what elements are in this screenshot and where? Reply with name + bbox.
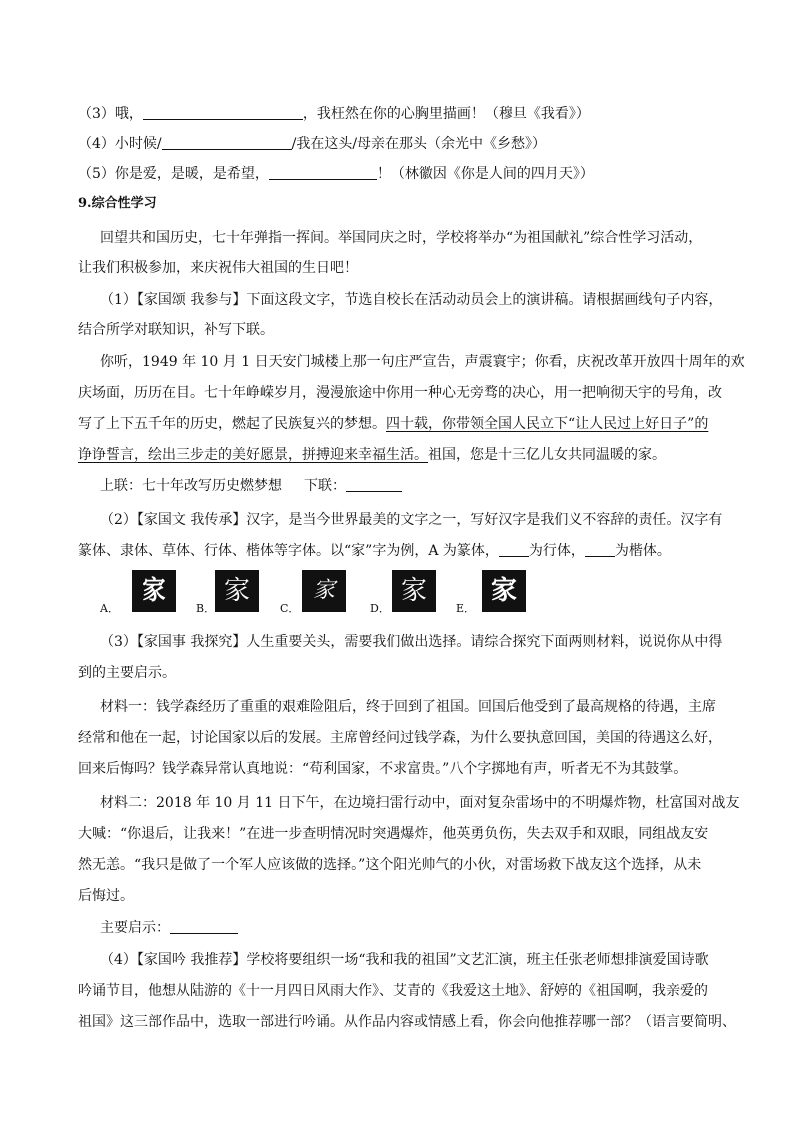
prompt-text: 为行体， xyxy=(528,543,585,559)
prompt-text: 为楷体。 xyxy=(614,543,671,559)
section-title: 9.综合性学习 xyxy=(78,196,157,211)
question-4-prompt: 祖国》这三部作品中，选取一部进行吟诵。从作品内容或情感上看，你会向他推荐哪一部？（语言要简明、 xyxy=(78,1014,736,1030)
calligraphy-seal-script-image[interactable]: 家 xyxy=(132,570,176,612)
intro-line: 让我们积极参加，来庆祝伟大祖国的生日吧！ xyxy=(78,260,358,276)
question-1-prompt: 结合所学对联知识，补写下联。 xyxy=(78,322,274,338)
question-3-prompt: （3）【家国事 我探究】人生重要关头，需要我们做出选择。请综合探究下面两则材料，说说你从中得 xyxy=(100,634,723,650)
answer-blank[interactable] xyxy=(499,542,529,557)
question-4-prompt: （4）【家国吟 我推荐】学校将要组织一场“我和我的祖国”文艺汇演，班主任张老师想排演爱国诗歌 xyxy=(100,952,709,968)
material-2-line: 后悔过。 xyxy=(78,888,134,904)
speech-paragraph-line xyxy=(78,445,666,465)
answer-blank[interactable] xyxy=(162,135,292,150)
question-1-prompt: （1）【家国颂 我参与】下面这段文字，节选自校长在活动动员会上的演讲稿。请根据画线句子内容， xyxy=(100,292,723,308)
material-2-line: 材料二：2018 年 10 月 11 日下午，在边境扫雷行动中，面对复杂雷场中的不明爆炸物，杜富国对战友 xyxy=(100,795,740,811)
poem-item-4-prefix: （4）小时候/ xyxy=(78,136,162,152)
answer-blank[interactable] xyxy=(170,919,238,934)
poem-item-3-prefix: （3）哦， xyxy=(78,106,143,122)
material-2-line: 然无恙。“我只是做了一个军人应该做的选择。”这个阳光帅气的小伙，对雷场救下战友这个选择，从未 xyxy=(78,857,702,873)
question-2-prompt: （2）【家国文 我传承】汉字，是当今世界最美的文字之一，写好汉字是我们义不容辞的责任。汉字有 xyxy=(100,512,723,528)
option-label: D． xyxy=(370,602,390,615)
material-1-line: 材料一：钱学森经历了重重的艰难险阻后，终于回到了祖国。回国后他受到了最高规格的待遇，主席 xyxy=(100,699,716,715)
couplet-lower-label: 下联： xyxy=(304,478,346,494)
option-label: C． xyxy=(280,602,300,615)
speech-paragraph-line: 庆场面，历历在目。七十年峥嵘岁月，漫漫旅途中你用一种心无旁骛的决心，用一把响彻天宇的号角，改 xyxy=(78,385,722,401)
calligraphy-running-script-image[interactable]: 家 xyxy=(392,570,436,612)
question-3-prompt: 到的主要启示。 xyxy=(78,665,176,681)
plain-text: 祖国，您是十三亿儿女共同温暖的家。 xyxy=(428,447,666,463)
question-4-prompt: 吟诵节目，他想从陆游的《十一月四日风雨大作》、艾青的《我爱这土地》、舒婷的《祖国啊，我亲爱的 xyxy=(78,983,708,999)
option-label: E． xyxy=(456,602,476,615)
option-label: A． xyxy=(100,602,119,615)
speech-paragraph-line xyxy=(78,414,708,434)
answer-blank[interactable] xyxy=(143,105,303,120)
speech-paragraph-line: 你听，1949 年 10 月 1 日天安门城楼上那一句庄严宣告，声震寰宇；你看，庆祝改革开放四十周年的欢 xyxy=(100,354,745,370)
poem-item-3 xyxy=(78,104,590,124)
plain-text: 写了上下五千年的历史，燃起了民族复兴的梦想。 xyxy=(78,416,386,432)
underlined-sentence: 诤诤誓言，绘出三步走的美好愿景，拼搏迎来幸福生活。 xyxy=(78,447,428,463)
poem-item-5-suffix: ！（林徽因《你是人间的四月天》） xyxy=(376,166,594,182)
question-2-prompt xyxy=(78,541,671,561)
couplet-line xyxy=(100,476,402,496)
poem-item-4-suffix: /我在这头/母亲在那头（余光中《乡愁》） xyxy=(291,136,547,152)
couplet-upper: 上联：七十年改写历史燃梦想 xyxy=(100,478,282,494)
poem-item-4 xyxy=(78,134,546,154)
poem-item-3-suffix: ，我枉然在你的心胸里描画！（穆旦《我看》） xyxy=(302,106,590,122)
calligraphy-cursive-script-image[interactable]: 家 xyxy=(302,570,346,612)
material-1-line: 经常和他在一起，讨论国家以后的发展。主席曾经问过钱学森，为什么要执意回国，美国的待遇这么好， xyxy=(78,730,722,746)
answer-line xyxy=(100,918,238,938)
poem-item-5-prefix: （5）你是爱，是暖，是希望， xyxy=(78,166,269,182)
prompt-text: 篆体、隶体、草体、行体、楷体等字体。以“家”字为例，A 为篆体， xyxy=(78,543,499,559)
material-2-line: 大喊：“你退后，让我来！”在进一步查明情况时突遇爆炸，他英勇负伤，失去双手和双眼，同组战友安 xyxy=(78,826,709,842)
calligraphy-regular-script-image[interactable]: 家 xyxy=(482,570,526,612)
poem-item-5 xyxy=(78,164,594,184)
intro-line: 回望共和国历史，七十年弹指一挥间。举国同庆之时，学校将举办“为祖国献礼”综合性学习活动， xyxy=(100,230,703,246)
underlined-sentence: 四十载，你带领全国人民立下“让人民过上好日子”的 xyxy=(386,416,709,432)
answer-blank[interactable] xyxy=(269,165,377,180)
material-1-line: 回来后悔吗？钱学森异常认真地说：“苟利国家，不求富贵。”八个字掷地有声，听者无不为其鼓掌。 xyxy=(78,761,688,777)
option-label: B． xyxy=(196,602,216,615)
answer-blank[interactable] xyxy=(346,477,402,492)
calligraphy-clerical-script-image[interactable]: 家 xyxy=(215,570,259,612)
answer-blank[interactable] xyxy=(585,542,615,557)
answer-label: 主要启示： xyxy=(100,920,170,936)
